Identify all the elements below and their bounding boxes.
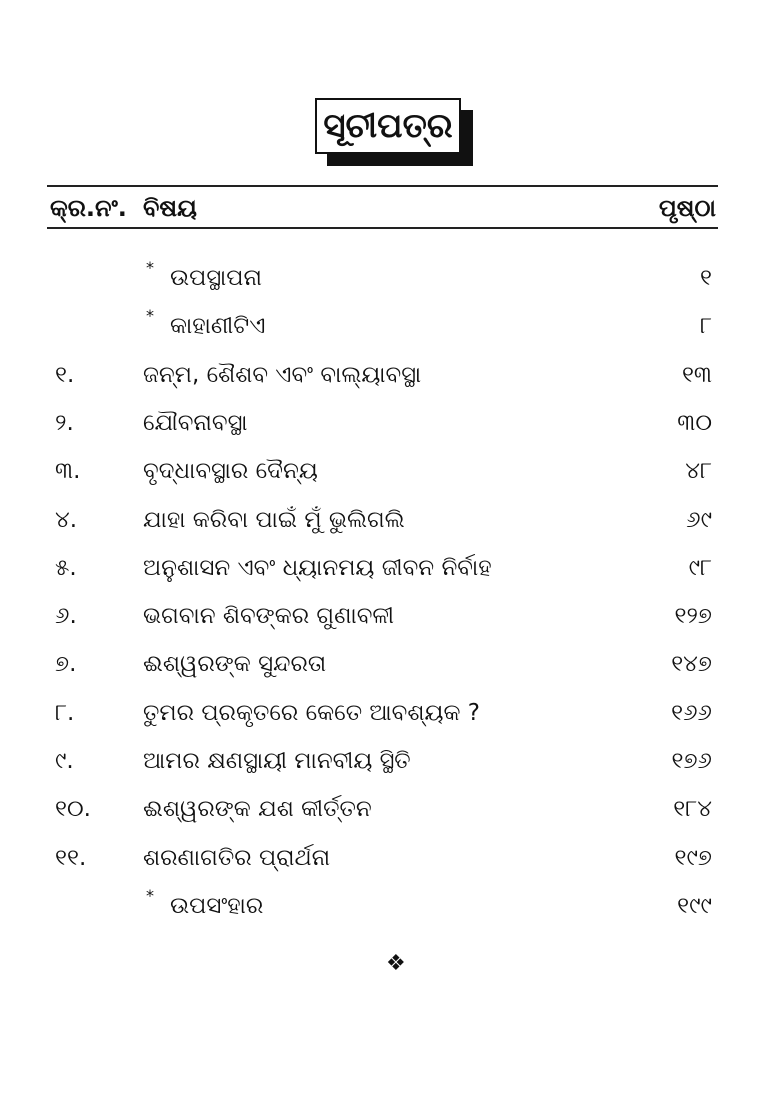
toc-entry[interactable] <box>0 302 780 350</box>
entry-title: ଅନୁଶାସନ ଏବଂ ଧ୍ୟାନମୟ ଜୀବନ ନିର୍ବାହ <box>143 554 492 581</box>
entry-page-number: ୮ <box>699 313 712 340</box>
toc-entry[interactable] <box>0 640 780 688</box>
toc-entry[interactable] <box>0 834 780 882</box>
entry-title: ଯୌବନାବସ୍ଥା <box>143 409 248 436</box>
entry-number: ୧୦. <box>55 796 91 823</box>
entry-title: ତୁମର ପ୍ରକୃତରେ କେତେ ଆବଶ୍ୟକ ? <box>143 699 480 726</box>
entry-number: ୪. <box>55 506 78 533</box>
header-bottom-rule <box>47 227 718 229</box>
header-top-rule <box>47 185 718 187</box>
entry-page-number: ୧୭୬ <box>671 748 712 774</box>
entry-title: ଉପସଂହାର <box>170 892 264 919</box>
entry-number: ୧୧. <box>55 844 87 871</box>
toc-entry[interactable] <box>0 447 780 495</box>
entry-title: ଉପସ୍ଥାପନା <box>170 265 262 291</box>
entry-title: ଈଶ୍ୱରଙ୍କ ସୁନ୍ଦରତା <box>143 651 327 678</box>
entry-page-number: ୧୯୯ <box>677 892 712 919</box>
asterisk-marker: * <box>146 306 154 326</box>
entry-number: ୯. <box>55 748 74 774</box>
entry-page-number: ୧୩ <box>681 361 712 388</box>
entry-page-number: ୧୨୭ <box>674 603 712 630</box>
entry-page-number: ୬୯ <box>686 506 712 533</box>
entry-page-number: ୧୯୭ <box>674 844 712 871</box>
header-serial-number: କ୍ର.ନଂ. <box>50 194 127 222</box>
ornament-icon: ❖ <box>386 951 406 976</box>
entry-page-number: ୧୮୪ <box>673 796 712 823</box>
toc-entry[interactable] <box>0 496 780 544</box>
entry-number: ୨. <box>55 409 74 436</box>
toc-entry[interactable] <box>0 592 780 640</box>
toc-entry[interactable] <box>0 689 780 737</box>
entry-title: ଜନ୍ମ, ଶୈଶବ ଏବଂ ବାଲ୍ୟାବସ୍ଥା <box>143 361 422 388</box>
entry-number: ୩. <box>55 458 81 485</box>
entry-title: ବୃଦ୍ଧାବସ୍ଥାର ଦୈନ୍ୟ <box>143 458 318 485</box>
entry-page-number: ୧ <box>700 265 712 291</box>
entry-title: କାହାଣୀଟିଏ <box>170 313 266 340</box>
entry-title: ଶରଣାଗତିର ପ୍ରାର୍ଥନା <box>143 844 331 871</box>
entry-page-number: ୯୮ <box>688 554 712 581</box>
entry-page-number: ୩୦ <box>677 409 712 436</box>
toc-entry[interactable] <box>0 544 780 592</box>
entry-number: ୧. <box>55 361 75 388</box>
entry-page-number: ୧୬୬ <box>671 699 712 726</box>
asterisk-marker: * <box>146 258 154 277</box>
header-page: ପୃଷ୍ଠା <box>658 194 716 222</box>
toc-entry[interactable] <box>0 254 780 302</box>
entry-title: ଭଗବାନ ଶିବଙ୍କର ଗୁଣାବଳୀ <box>143 603 395 630</box>
entry-title: ଆମର କ୍ଷଣସ୍ଥାୟୀ ମାନବୀୟ ସ୍ଥିତି <box>143 748 411 774</box>
toc-entry[interactable] <box>0 785 780 833</box>
entry-number: ୫. <box>55 554 77 581</box>
toc-entry[interactable] <box>0 737 780 785</box>
page-title: ସୂଚୀପତ୍ର <box>315 98 461 154</box>
entry-page-number: ୧୪୭ <box>671 651 712 678</box>
asterisk-marker: * <box>146 885 154 905</box>
entry-number: ୬. <box>55 603 77 630</box>
entry-page-number: ୪୮ <box>685 458 712 485</box>
entry-title: ଯାହା କରିବା ପାଇଁ ମୁଁ ଭୁଲିଗଲି <box>143 506 405 533</box>
entry-title: ଈଶ୍ୱରଙ୍କ ଯଶ କୀର୍ତ୍ତନ <box>143 796 372 823</box>
entry-number: ୭. <box>55 651 77 678</box>
toc-entry[interactable] <box>0 399 780 447</box>
entry-number: ୮. <box>55 699 75 726</box>
toc-entry[interactable] <box>0 882 780 930</box>
header-subject: ବିଷୟ <box>143 194 197 222</box>
toc-entry[interactable] <box>0 351 780 399</box>
